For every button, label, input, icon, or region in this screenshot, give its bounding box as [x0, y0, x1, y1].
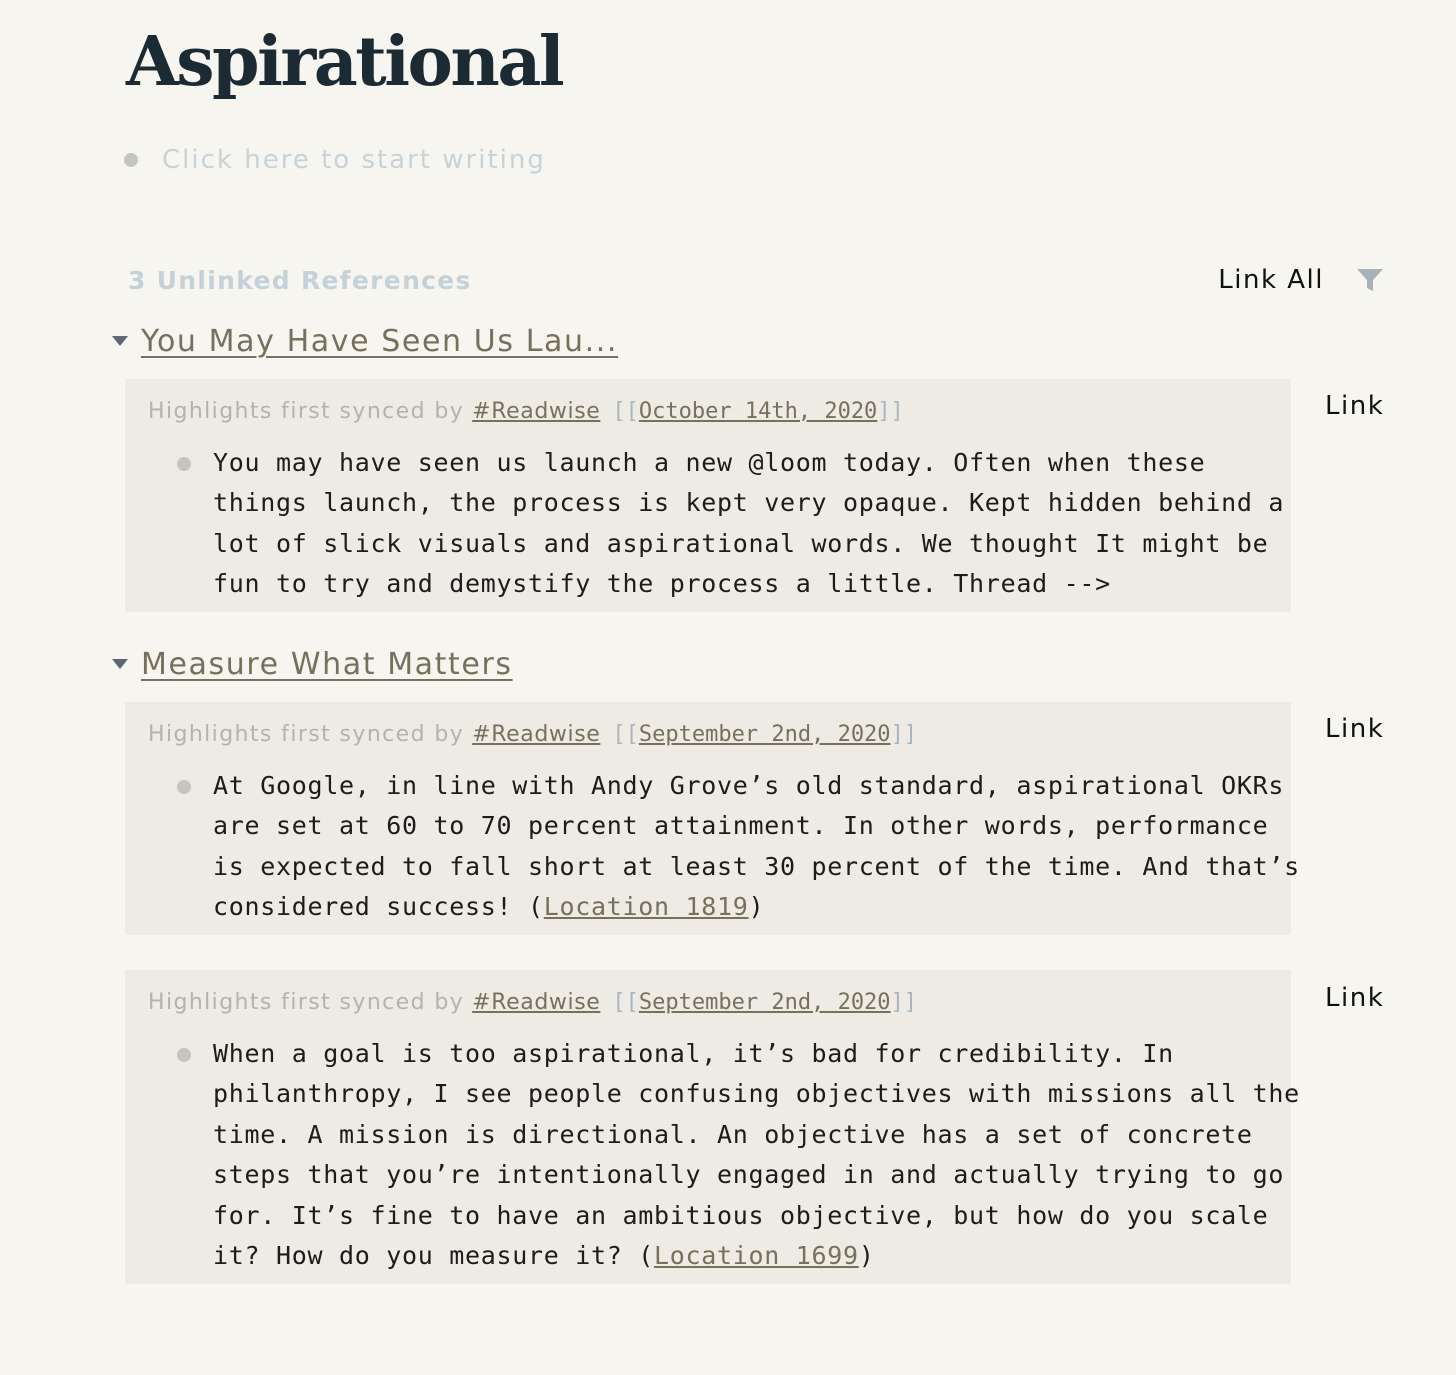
link-button[interactable]: Link: [1325, 391, 1385, 421]
highlight-text[interactable]: [213, 766, 1300, 928]
date-page-link[interactable]: September 2nd, 2020: [638, 722, 891, 747]
text-line: When a goal is too aspirational, it’s bad for credibility. In: [213, 1039, 1174, 1068]
text-segment: it? How do you measure it? (: [213, 1241, 655, 1271]
text-line: lot of slick visuals and aspirational words. We thought It might be: [213, 528, 1269, 558]
highlight-meta: [148, 988, 917, 1018]
text-line: things launch, the process is kept very opaque. Kept hidden behind a: [213, 488, 1285, 518]
highlight-block: [177, 1034, 1300, 1276]
highlight-text[interactable]: [213, 443, 1285, 605]
location-link[interactable]: Location 1819: [543, 892, 749, 922]
block-bullet[interactable]: [177, 457, 191, 471]
text-segment: considered success! (: [213, 892, 544, 922]
reference-page-link[interactable]: Measure What Matters: [141, 646, 513, 682]
filter-icon[interactable]: [1356, 267, 1384, 293]
bracket-close: ]]: [890, 990, 918, 1015]
text-line: At Google, in line with Andy Grove’s old standard, aspirational OKRs: [213, 771, 1285, 800]
highlight-block: [177, 443, 1285, 605]
highlight-text[interactable]: [213, 1034, 1300, 1276]
text-segment: ): [748, 892, 765, 922]
reference-group-title: [112, 321, 618, 361]
date-page-link[interactable]: September 2nd, 2020: [638, 990, 891, 1015]
collapse-caret-icon[interactable]: [112, 659, 128, 669]
reference-card: [125, 970, 1300, 1284]
text-segment: ): [858, 1241, 875, 1271]
text-line: You may have seen us launch a new @loom today. Often when these: [213, 448, 1206, 477]
meta-text: Highlights first synced by: [148, 399, 465, 424]
text-line: is expected to fall short at least 30 percent of the time. And that’s: [213, 851, 1300, 881]
text-line: fun to try and demystify the process a little. Thread -->: [213, 569, 1111, 599]
block-bullet[interactable]: [177, 1048, 191, 1062]
text-line: for. It’s fine to have an ambitious objective, but how do you scale: [213, 1200, 1269, 1230]
location-link[interactable]: Location 1699: [654, 1241, 859, 1271]
bracket-open: [[: [612, 399, 639, 424]
unlinked-references-count: 3 Unlinked References: [128, 265, 472, 295]
bracket-open: [[: [612, 722, 639, 747]
write-placeholder[interactable]: Click here to start writing: [162, 145, 546, 175]
readwise-tag-link[interactable]: #Readwise: [472, 722, 601, 747]
empty-block[interactable]: [124, 142, 546, 178]
highlight-block: [177, 766, 1300, 928]
collapse-caret-icon[interactable]: [112, 336, 128, 346]
readwise-tag-link[interactable]: #Readwise: [472, 399, 601, 424]
link-all-button[interactable]: Link All: [1218, 265, 1324, 295]
meta-text: Highlights first synced by: [148, 990, 465, 1015]
readwise-tag-link[interactable]: #Readwise: [472, 990, 601, 1015]
reference-card: [125, 379, 1291, 612]
text-line: are set at 60 to 70 percent attainment. In other words, performance: [213, 811, 1269, 841]
block-bullet[interactable]: [124, 153, 138, 167]
highlight-meta: [148, 397, 904, 427]
bracket-open: [[: [612, 990, 639, 1015]
text-line: philanthropy, I see people confusing objectives with missions all the: [213, 1079, 1300, 1109]
block-bullet[interactable]: [177, 780, 191, 794]
link-button[interactable]: Link: [1325, 714, 1385, 744]
date-page-link[interactable]: October 14th, 2020: [638, 399, 878, 424]
bracket-close: ]]: [890, 722, 918, 747]
reference-page-link[interactable]: You May Have Seen Us Lau...: [141, 323, 619, 359]
page-title: Aspirational: [126, 22, 563, 102]
highlight-meta: [148, 720, 917, 750]
text-line: time. A mission is directional. An objective has a set of concrete: [213, 1119, 1253, 1149]
text-line: [213, 1236, 1223, 1276]
meta-text: Highlights first synced by: [148, 722, 465, 747]
bracket-close: ]]: [877, 399, 904, 424]
text-line: steps that you’re intentionally engaged in and actually trying to go: [213, 1160, 1285, 1190]
reference-card: [125, 702, 1300, 935]
text-line: [213, 887, 1223, 927]
link-button[interactable]: Link: [1325, 983, 1385, 1013]
reference-group-title: [112, 644, 513, 684]
unlinked-references-header: [128, 262, 1384, 298]
